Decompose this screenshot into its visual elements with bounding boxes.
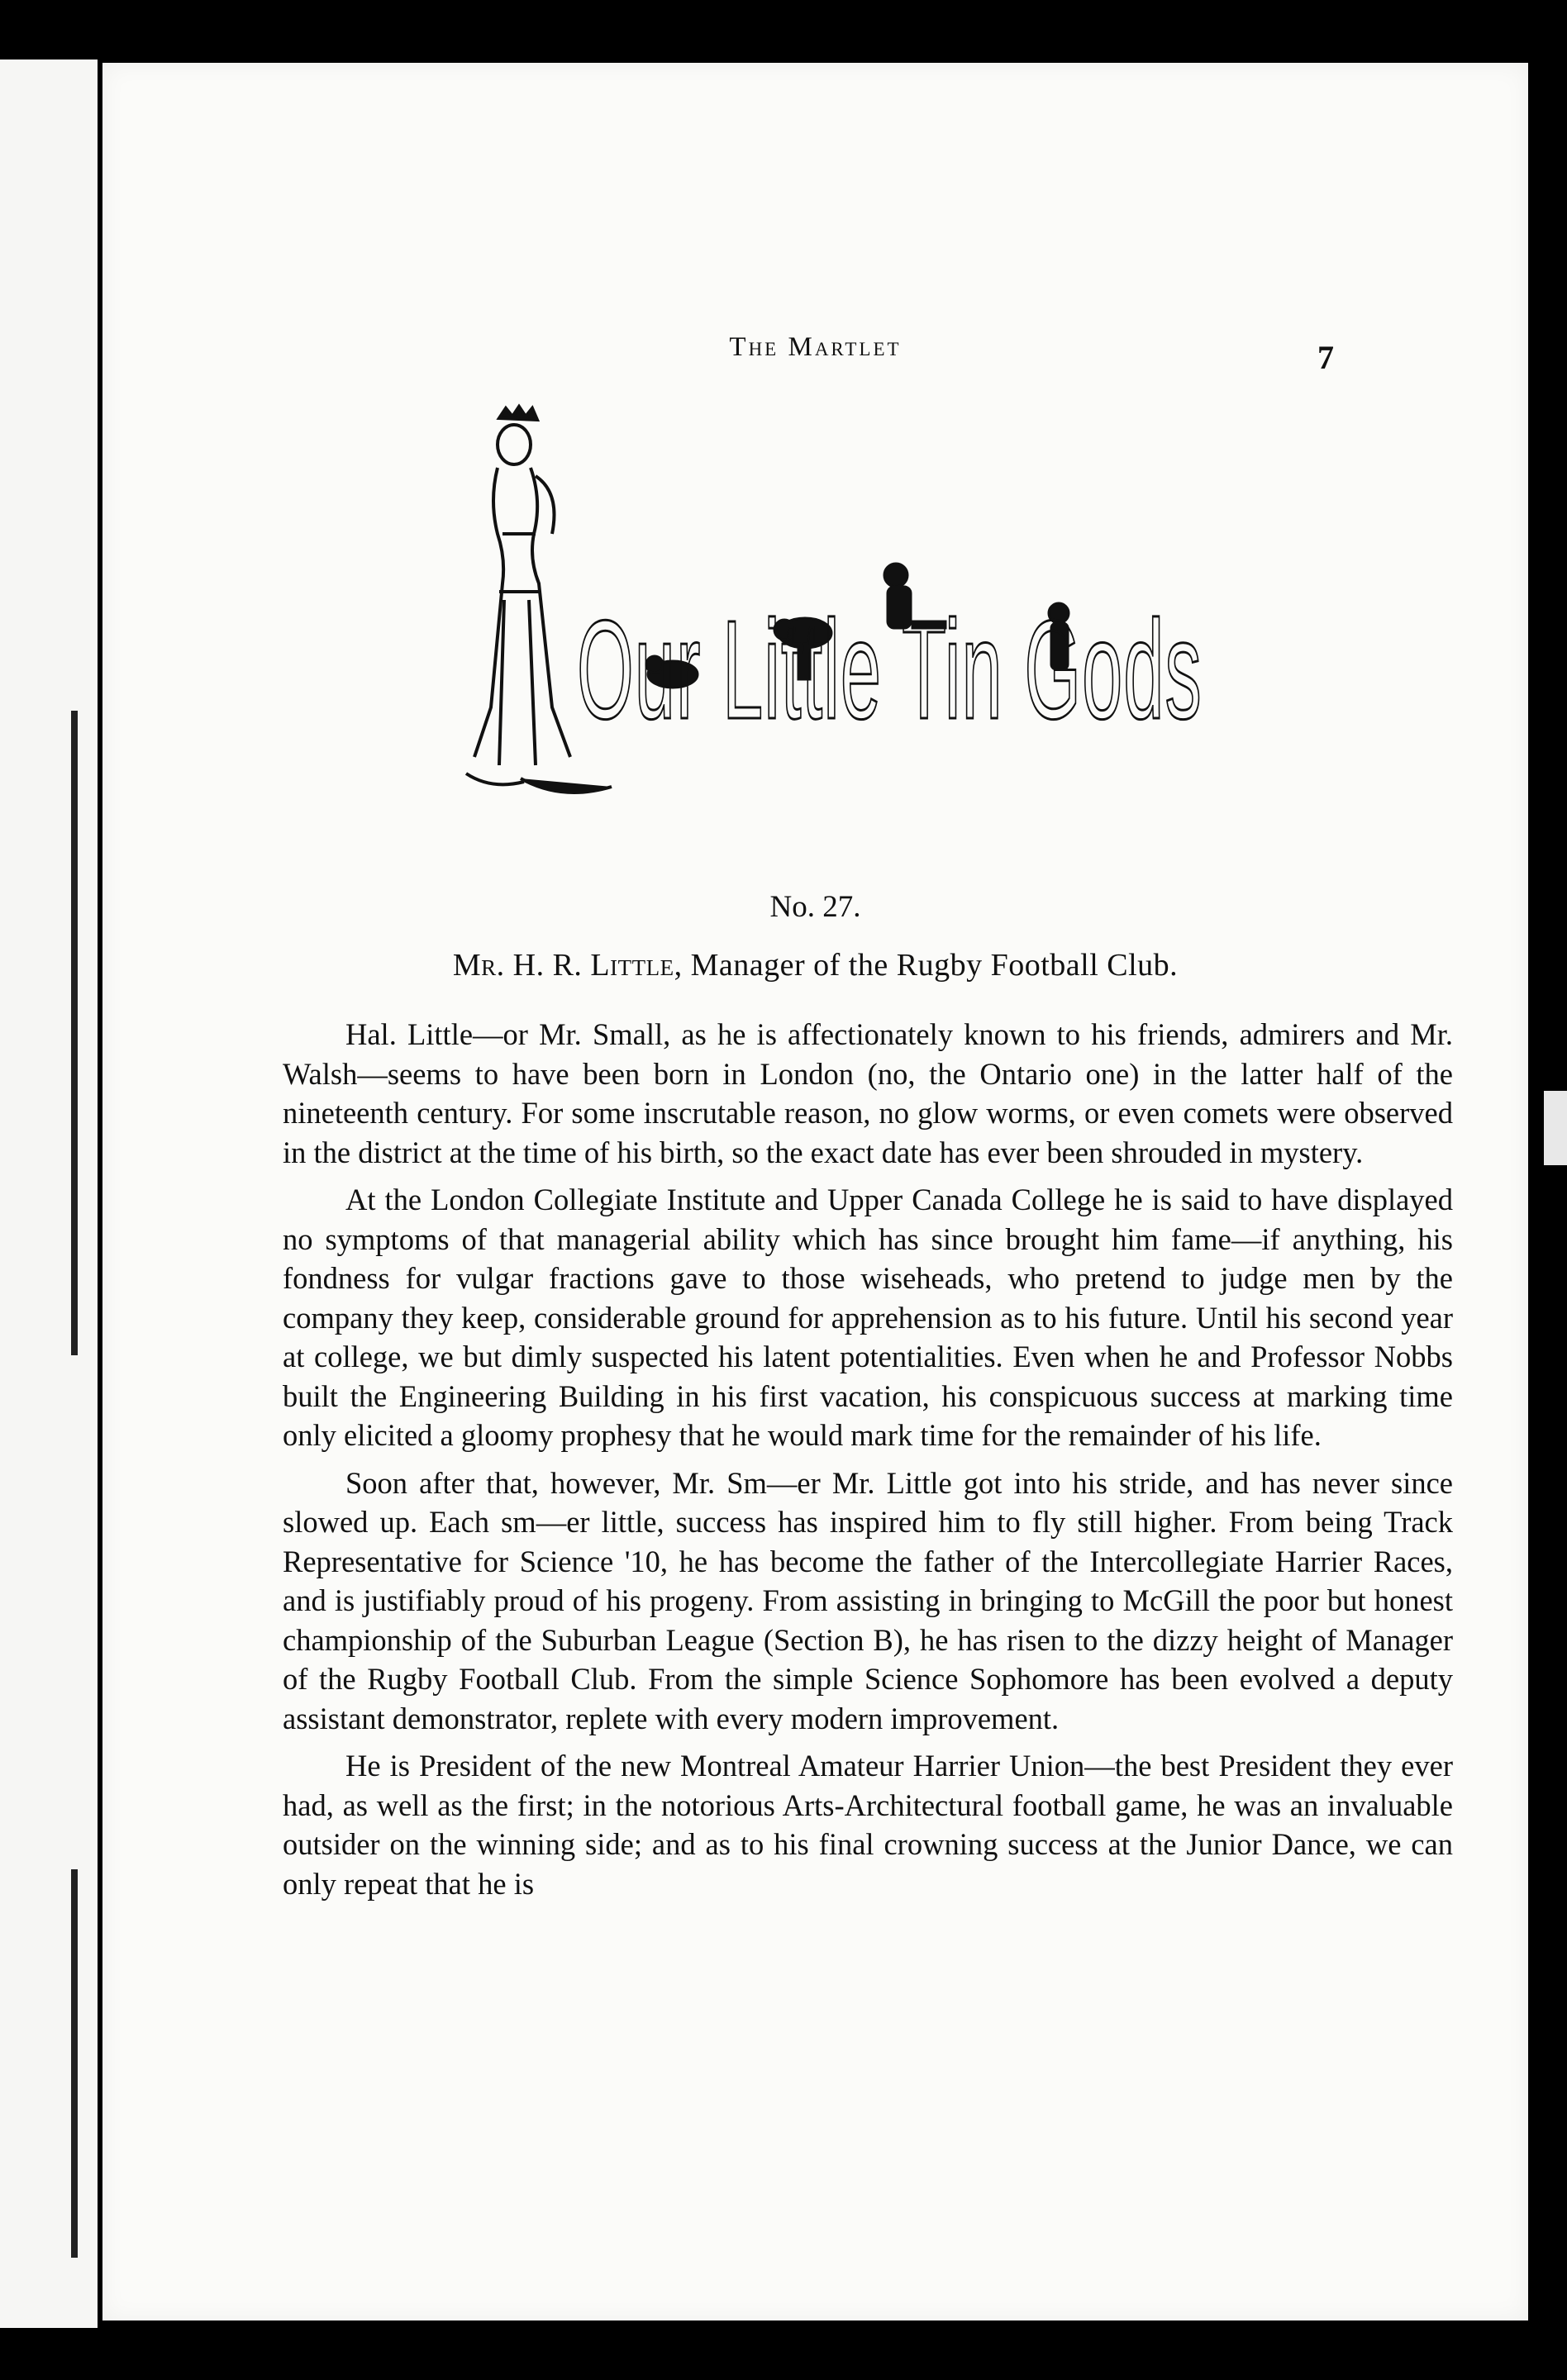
running-title: The Martlet — [729, 332, 902, 362]
page-binding-mark — [71, 711, 78, 1355]
body-paragraph: Hal. Little—or Mr. Small, as he is affectionately known to his friends, admirers and Mr. Walsh—seems to have been born in London (no, the Ontario one) in the latter half of the nineteenth century. For some inscrutable reason, no glow worms, or even comets were observed in the district at the time of his birth, so the exact date has ever been shrouded in mystery. — [283, 1017, 1453, 1169]
issue-number: No. 27. — [769, 890, 861, 924]
subject-role: Manager of the Rugby Football Club. — [690, 948, 1179, 983]
article-body — [283, 1015, 1453, 1911]
article-subtitle — [102, 947, 1528, 983]
scan-edge-mark — [1544, 1091, 1567, 1165]
subject-name: Mr. H. R. Little, — [452, 948, 683, 983]
body-paragraph: Soon after that, however, Mr. Sm—er Mr. Little got into his stride, and has never since slowed up. Each sm—er little, success has inspired him to fly still higher. From being Track Representative for Science '10, he has become the father of the Intercollegiate Harrier Races, and is justifiably proud of his progeny. From assisting in bringing to McGill the poor but honest championship of the Suburban League (Section B), he has risen to the dizzy height of Manager of the Rugby Football Club. From the simple Science Sophomore has been evolved a deputy assistant demonstrator, replete with every modern improvement. — [283, 1465, 1453, 1735]
title-lettering: Our Little Tin Gods — [577, 592, 1203, 749]
facing-page-edge — [0, 60, 98, 2328]
page-binding-mark — [71, 1869, 78, 2258]
body-paragraph: He is President of the new Montreal Amateur Harrier Union—the best President they ever had, as well as the first; in the notorious Arts-Architectural football game, he was an invaluable outsider on the winning side; and as to his final crowning success at the Junior Dance, we can only repeat that he is — [283, 1749, 1453, 1901]
page-number: 7 — [1317, 339, 1334, 376]
body-paragraph: At the London Collegiate Institute and Upper Canada College he is said to have displayed no symptoms of that managerial ability which has since brought him fame—if anything, his fondness for vulgar fractions gave to those wiseheads, who pretend to judge men by the company they keep, considerable ground for apprehension as to his future. Until his second year at college, we but dimly suspected his latent potentialities. Even when he and Professor Nobbs built the Engineering Building in his first vacation, his conspicuous success at marking time only elicited a gloomy prophesy that he would mark time for the remainder of his life. — [283, 1183, 1453, 1452]
magazine-page — [102, 63, 1528, 2320]
title-illustration — [450, 402, 1284, 831]
